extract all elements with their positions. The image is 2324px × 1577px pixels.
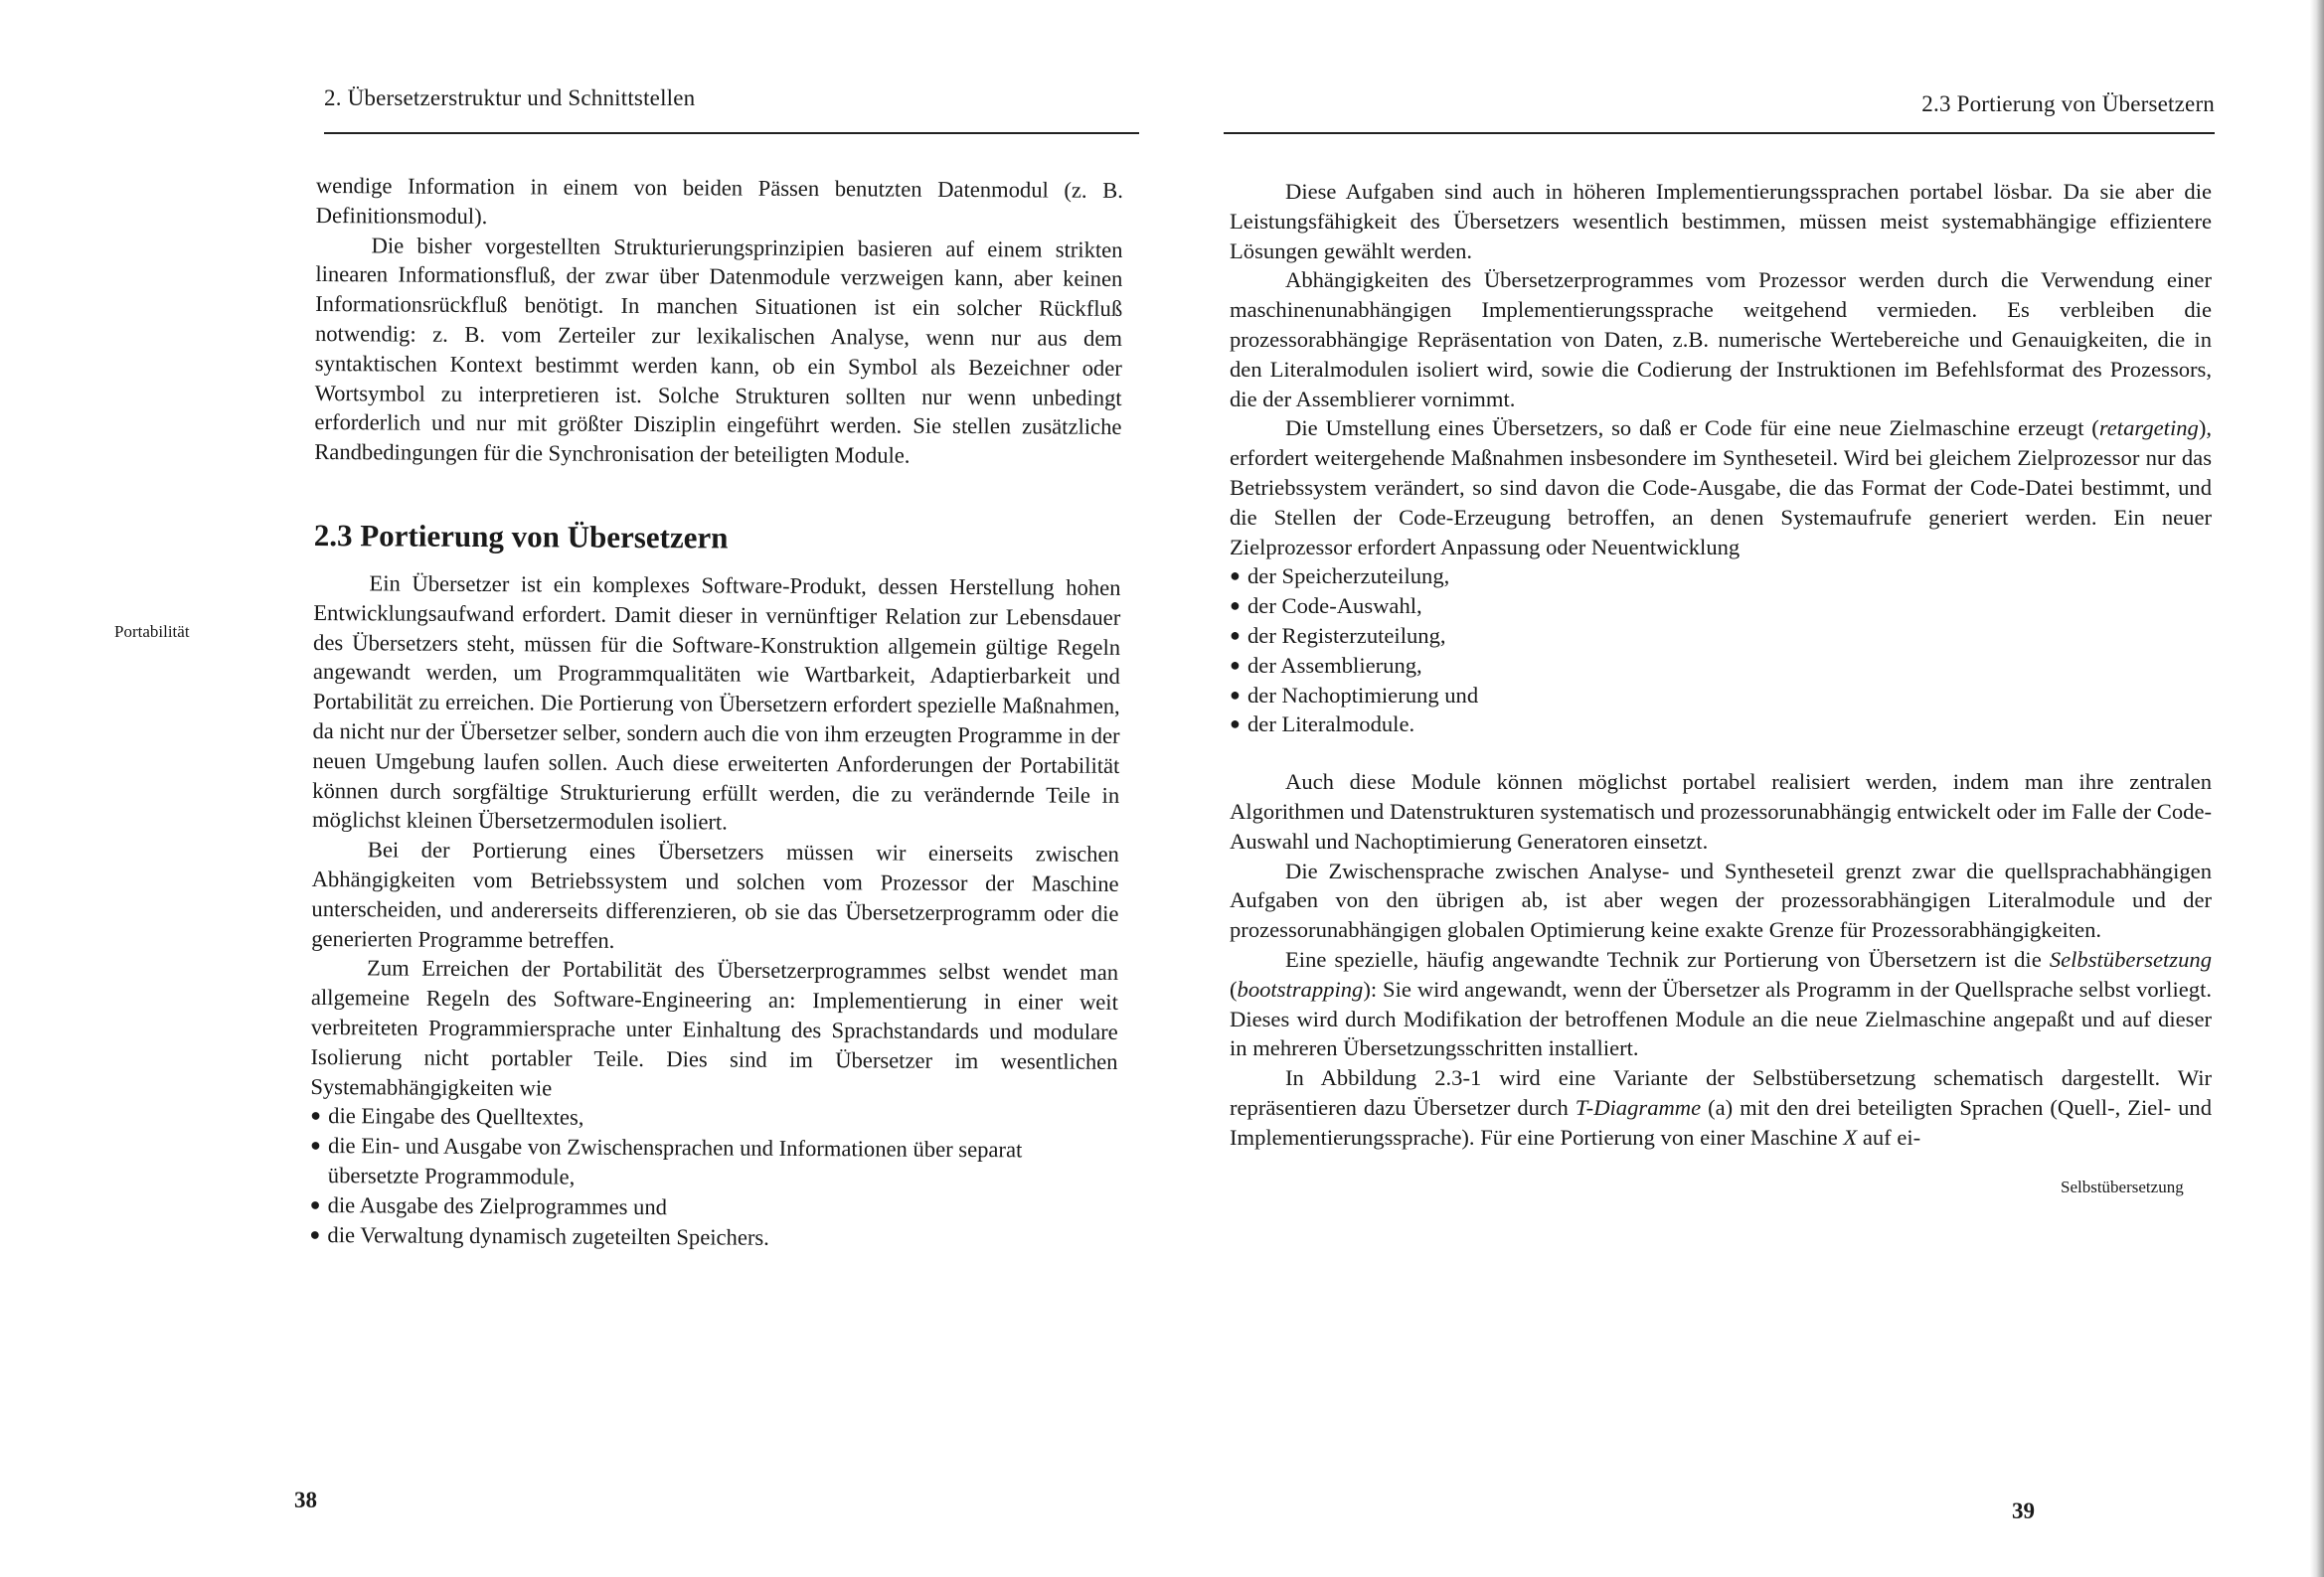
- list-item: [1230, 710, 2212, 739]
- left-page-number: 38: [294, 1488, 317, 1512]
- bootstrapping-emphasis-2: bootstrapping: [1237, 976, 1364, 1002]
- retargeting-emphasis: retargeting: [2098, 415, 2199, 441]
- retargeting-text-before: Die Umstellung eines Übersetzers, so daß er Code für eine neue Zielmaschine erzeugt (: [1285, 415, 2099, 441]
- scan-edge-shadow: [2310, 0, 2324, 1577]
- right-bullet-list: [1230, 561, 2212, 739]
- right-text-column: [1230, 177, 2212, 1153]
- right-paragraph-3: Auch diese Module können möglichst portabel realisiert werden, indem man ihre zentralen Algorithmen und Datenstrukturen systematisch und prozessorunabhängig entwickelt oder im Falle der Code-Auswahl und Nachoptimierung Generatoren einsetzt.: [1230, 769, 2212, 854]
- retargeting-text-after: ), erfordert weitergehende Maßnahmen insbesondere im Syntheseteil. Wird bei gleichem Zielprozessor nur das Betriebssystem verändert, so sind davon die Code-Ausgabe, die das Format der Code-Datei bestimmt, und die Stellen der Code-Erzeugung betroffen, an denen Systemaufrufe generiert werden. Ein neuer Zielprozessor erfordert Anpassung oder Neuentwicklung: [1230, 415, 2212, 559]
- right-page-number: 39: [2012, 1498, 2035, 1523]
- bootstrapping-text-2: (: [1230, 976, 1238, 1002]
- list-item-text: der Literalmodule.: [1247, 711, 1415, 737]
- diagram-emphasis-2: X: [1843, 1124, 1858, 1150]
- bullet-icon: ●: [1230, 624, 1241, 645]
- left-paragraph-3: Ein Übersetzer ist ein komplexes Software-Produkt, dessen Herstellung hohen Entwicklungsaufwand erfordert. Damit dieser in vernünftiger Relation zur Lebensdauer des Übersetzers steht, müssen für die Software-Konstruktion allgemein gültige Regeln angewandt werden, um Programmqualitäten wie Wartbarkeit, Adaptierbarkeit und Portabilität zu erreichen. Die Portierung von Übersetzern erfordert spezielle Maßnahmen, da nicht nur der Übersetzer selber, sondern auch die von ihm erzeugten Programme in der neuen Umgebung laufen sollen. Auch diese erweiterten Anforderungen der Portabilität können durch sorgfältige Strukturierung erfüllt werden, die zu verändernde Teile in möglichst kleinen Übersetzermodulen isoliert.: [311, 570, 1121, 835]
- list-item-text: die Ein- und Ausgabe von Zwischensprachen und Informationen über separat übersetzte Programmodule,: [327, 1133, 1023, 1189]
- list-item-text: der Code-Auswahl,: [1247, 593, 1422, 619]
- right-header-rule: [1224, 132, 2215, 134]
- list-item-text: der Registerzuteilung,: [1247, 622, 1446, 648]
- bullet-icon: ●: [1230, 713, 1241, 734]
- left-paragraph-5: Zum Erreichen der Portabilität des Übersetzerprogrammes selbst wendet man allgemeine Regeln des Software-Engineering an: Implementierung in einer weit verbreiteten Programmiersprache unter Einhaltung des Sprachstandards und modulare Isolierung nicht portabler Teile. Dies sind im Übersetzer im wesentlichen Systemabhängigkeiten wie: [310, 955, 1119, 1100]
- bullet-icon: ●: [1230, 565, 1241, 586]
- bullet-icon: ●: [1230, 595, 1241, 616]
- bullet-icon: ●: [1230, 654, 1241, 675]
- left-paragraph-1: wendige Information in einem von beiden Pässen benutzten Datenmodul (z. B. Definitionsmodul).: [315, 172, 1123, 229]
- left-running-head: 2. Übersetzerstruktur und Schnittstellen: [324, 85, 696, 110]
- margin-note-portabilitaet: Portabilität: [114, 622, 190, 641]
- list-item-text: die Ausgabe des Zielprogrammes und: [327, 1191, 668, 1219]
- left-bullet-list: [309, 1101, 1117, 1254]
- diagram-text-3: auf ei-: [1857, 1124, 1921, 1150]
- right-paragraph-bootstrapping: [1230, 945, 2212, 1063]
- diagram-text-1: In Abbildung 2.3-1 wird eine Variante der Selbstübersetzung schematisch dargestellt. Wir repräsentieren dazu Übersetzer durch: [1230, 1065, 2212, 1120]
- list-item: [1230, 561, 2212, 591]
- bullet-icon: ●: [309, 1193, 321, 1214]
- bullet-icon: ●: [310, 1105, 322, 1126]
- right-paragraph-4: Die Zwischensprache zwischen Analyse- und Syntheseteil grenzt zwar die quellsprachabhängigen Aufgaben von den übrigen ab, ist aber wegen der prozessorabhängigen Literalmodule und der prozessorunabhängigen globalen Optimierung keine exakte Grenze für Prozessorabhängigkeiten.: [1230, 858, 2212, 943]
- margin-note-selbstuebersetzung: Selbstübersetzung: [2061, 1178, 2184, 1196]
- section-heading: 2.3 Portierung von Übersetzern: [313, 517, 729, 555]
- right-paragraph-1: Diese Aufgaben sind auch in höheren Implementierungssprachen portabel lösbar. Da sie aber die Leistungsfähigkeit des Übersetzers wesentlich bestimmen, müssen meist systemabhängige effizientere Lösungen gewählt werden.: [1230, 179, 2212, 263]
- list-item: [1230, 651, 2212, 681]
- bullet-icon: ●: [309, 1135, 321, 1156]
- list-item: [1230, 591, 2212, 621]
- left-paragraph-4: Bei der Portierung eines Übersetzers müssen wir einerseits zwischen Abhängigkeiten vom Betriebssystem und solchen vom Prozessor der Maschine unterscheiden, und andererseits differenzieren, ob sie das Übersetzerprogramm oder die generierten Programme betreffen.: [311, 837, 1119, 953]
- right-paragraph-retargeting: [1230, 413, 2212, 561]
- right-paragraph-2: Abhängigkeiten des Übersetzerprogrammes vom Prozessor werden durch die Verwendung einer maschinenunabhängigen Implementierungssprache weitgehend vermieden. Es verbleiben die prozessorabhängige Repräsentation von Daten, z.B. numerische Wertebereiche und Genauigkeiten, die in den Literalmodulen isoliert wird, sowie die Codierung der Instruktionen im Befehlsformat des Prozessors, die der Assemblierer vornimmt.: [1230, 267, 2212, 411]
- left-header-rule: [324, 132, 1139, 134]
- left-paragraph-2: Die bisher vorgestellten Strukturierungsprinzipien basieren auf einem strikten linearen Informationsfluß, der zwar über Datenmodule verzweigen kann, aber keinen Informationsrückfluß benötigt. In manchen Situationen ist ein solcher Rückfluß notwendig: z. B. vom Zerteiler zur lexikalischen Analyse, wenn nur aus dem syntaktischen Kontext bestimmt werden kann, ob ein Symbol als Bezeichner oder Wortsymbol zu interpretieren ist. Solche Strukturen sollten nur wenn unbedingt erforderlich und nur mit größter Disziplin eingeführt werden. Sie stellen zusätzliche Randbedingungen für die Synchronisation der beteiligten Module.: [314, 232, 1123, 468]
- list-item-text: der Nachoptimierung und: [1247, 682, 1479, 708]
- list-item: [310, 1190, 1117, 1225]
- bootstrapping-text-3: ): Sie wird angewandt, wenn der Übersetzer als Programm in der Quellsprache selbst vorliegt. Dieses wird durch Modifikation der betroffenen Module an die neue Zielmaschine angepaßt und auf dieser in mehreren Übersetzungsschritten installiert.: [1230, 976, 2212, 1061]
- diagram-text-2: (a) mit den drei beteiligten Sprachen (Quell-, Ziel- und Implementierungssprache). Für eine Portierung von einer Maschine: [1230, 1094, 2213, 1150]
- left-text-column: [309, 171, 1123, 1254]
- right-paragraph-diagram: [1230, 1063, 2212, 1152]
- list-item-text: der Assemblierung,: [1247, 652, 1422, 678]
- bullet-icon: ●: [1230, 684, 1241, 705]
- right-running-head: 2.3 Portierung von Übersetzern: [1921, 91, 2215, 116]
- list-item-text: die Verwaltung dynamisch zugeteilten Speichers.: [327, 1221, 769, 1250]
- list-item-text: der Speicherzuteilung,: [1247, 563, 1450, 589]
- diagram-emphasis-1: T-Diagramme: [1575, 1094, 1702, 1120]
- bootstrapping-text-1: Eine spezielle, häufig angewandte Technik zur Portierung von Übersetzern ist die: [1285, 946, 2050, 972]
- list-item: [1230, 621, 2212, 651]
- list-item-text: die Eingabe des Quelltextes,: [328, 1103, 584, 1130]
- list-item: [1230, 681, 2212, 710]
- bootstrapping-emphasis-1: Selbstübersetzung: [2049, 946, 2212, 972]
- right-page: [1162, 0, 2324, 1577]
- list-item: [309, 1219, 1116, 1254]
- list-item: [310, 1101, 1117, 1136]
- list-item: [310, 1131, 1117, 1195]
- bullet-icon: ●: [309, 1223, 321, 1244]
